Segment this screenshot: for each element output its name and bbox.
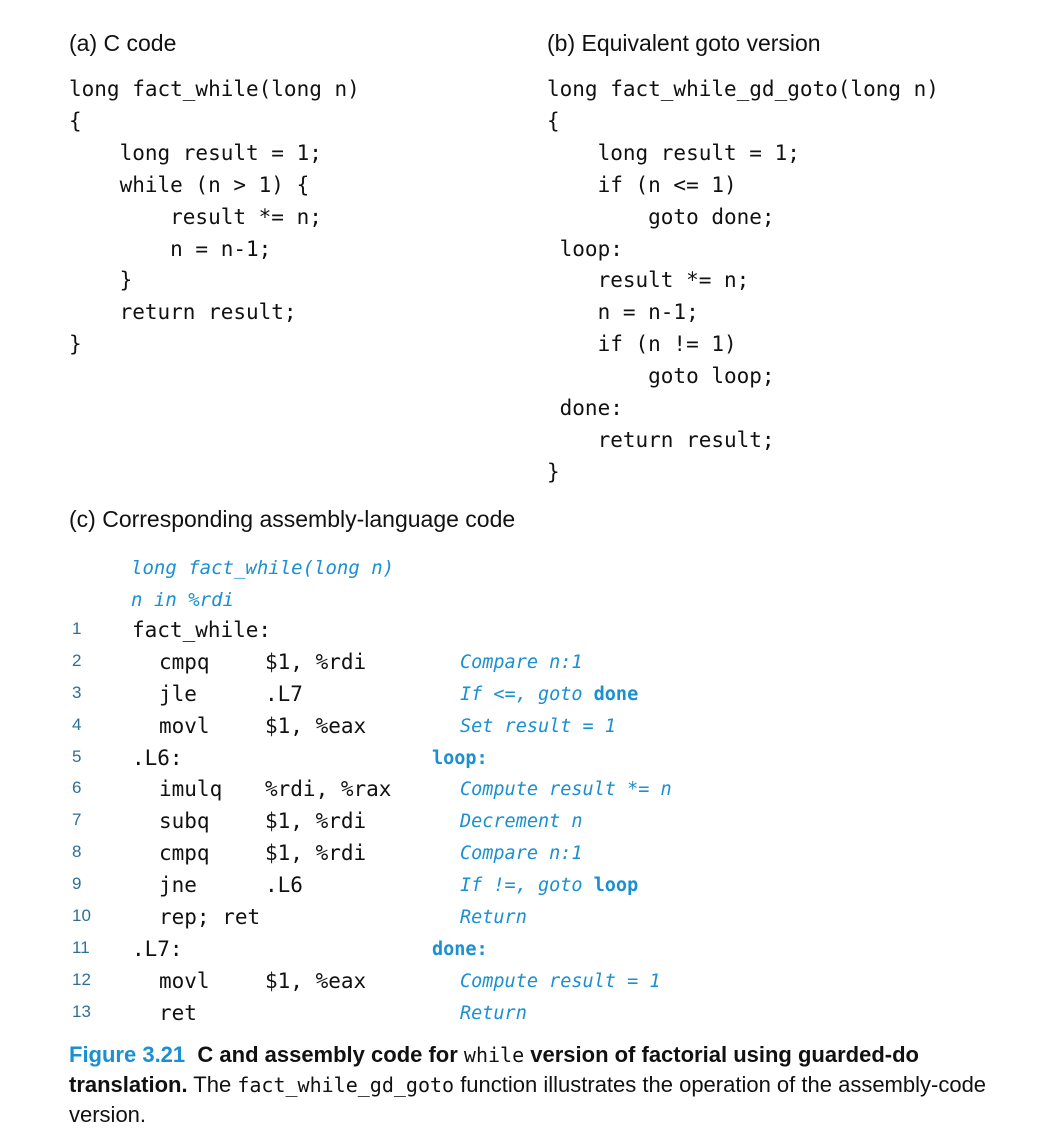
asm-comment-text: Return [460, 1002, 527, 1024]
line-number: 13 [72, 1001, 91, 1021]
line-number: 7 [72, 810, 82, 830]
line-number: 1 [72, 619, 82, 638]
title-text: version of factorial using guarded-do translation. [69, 1042, 919, 1097]
code-line: return result; [69, 300, 297, 325]
asm-row [0, 966, 1064, 998]
figure-caption [69, 1040, 989, 1130]
caption-text: The [187, 1072, 238, 1097]
asm-operands: .L7 [265, 681, 303, 706]
code-line: if (n <= 1) [547, 172, 737, 197]
asm-comment [460, 681, 638, 709]
asm-row [0, 774, 1064, 806]
assembly-listing [0, 615, 1064, 1030]
code-line: long result = 1; [547, 140, 800, 165]
header-comment: long fact_while(long n) [131, 557, 395, 579]
asm-comment [460, 872, 638, 900]
asm-comment-text: Decrement n [460, 811, 583, 833]
code-line: { [547, 108, 560, 133]
asm-row [0, 711, 1064, 743]
line-number: 12 [72, 969, 91, 989]
line-number: 11 [72, 937, 90, 957]
caption-text: function illustrates the operation of the assembly-code version. [69, 1072, 987, 1127]
asm-row [0, 902, 1064, 934]
asm-operands: .L6 [265, 873, 303, 898]
asm-instruction: imulq [159, 777, 223, 802]
asm-comment [460, 649, 583, 677]
code-line: done: [547, 396, 623, 421]
caption-code: fact_while_gd_goto [237, 1073, 455, 1097]
asm-comment-text: Compare n:1 [460, 651, 583, 673]
asm-comment-text: If <=, goto [460, 683, 594, 705]
line-number: 5 [72, 746, 82, 766]
line-number: 8 [72, 842, 82, 862]
assembly-header-comments [131, 553, 394, 616]
asm-comment-text: Compare n:1 [460, 843, 583, 865]
line-number: 9 [72, 874, 82, 894]
asm-comment [460, 713, 616, 741]
panel-b-heading: (b) Equivalent goto version [547, 30, 821, 56]
asm-row [0, 647, 1064, 679]
panel-a-heading: (a) C code [69, 30, 177, 56]
asm-row [0, 743, 1064, 775]
title-text: C and assembly code for [197, 1042, 464, 1067]
asm-row [0, 870, 1064, 902]
asm-row [0, 838, 1064, 870]
line-number: 6 [72, 778, 82, 798]
asm-instruction: ret [159, 1000, 197, 1025]
line-number: 2 [72, 650, 82, 670]
asm-operands: $1, %rdi [265, 809, 367, 834]
asm-comment-label: loop: [432, 747, 488, 769]
code-line: } [69, 268, 133, 293]
panel-c-heading: (c) Corresponding assembly-language code [69, 506, 516, 532]
asm-row [0, 998, 1064, 1030]
code-line: loop: [547, 236, 623, 261]
asm-instruction: movl [159, 968, 210, 993]
asm-comment-keyword: done [593, 683, 639, 705]
code-line: long fact_while(long n) [69, 77, 360, 101]
asm-row [0, 806, 1064, 838]
asm-operands: $1, %eax [265, 968, 367, 993]
asm-label: fact_while: [132, 618, 272, 642]
asm-comment [460, 1000, 527, 1028]
code-line: result *= n; [547, 268, 750, 293]
asm-label: .L7: [132, 936, 183, 961]
asm-instruction: jne [159, 873, 197, 898]
code-line: n = n-1; [69, 236, 272, 261]
code-line: goto loop; [547, 364, 775, 389]
code-line: long result = 1; [69, 140, 322, 165]
asm-instruction: rep; ret [159, 905, 261, 930]
header-comment: n in %rdi [131, 588, 234, 611]
code-line: goto done; [547, 204, 775, 229]
asm-operands: $1, %rdi [265, 841, 367, 866]
asm-instruction: cmpq [159, 649, 210, 674]
asm-row [0, 679, 1064, 711]
asm-operands: $1, %eax [265, 713, 367, 738]
asm-row [0, 934, 1064, 966]
asm-instruction: cmpq [159, 841, 210, 866]
panel-a-code [69, 74, 360, 361]
asm-comment-text: Return [460, 907, 527, 929]
code-line: { [69, 108, 82, 133]
code-line: result *= n; [69, 204, 322, 229]
code-line: } [69, 332, 82, 357]
code-line: n = n-1; [547, 300, 699, 325]
code-line: if (n != 1) [547, 332, 737, 357]
code-line: return result; [547, 427, 775, 452]
asm-label: .L6: [132, 745, 183, 770]
line-number: 10 [72, 906, 91, 926]
asm-comment-text: If !=, goto [460, 875, 594, 897]
asm-operands: $1, %rdi [265, 649, 367, 674]
asm-comment [460, 904, 527, 932]
code-line: long fact_while_gd_goto(long n) [547, 77, 939, 101]
figure-label: Figure 3.21 [69, 1042, 186, 1067]
asm-instruction: subq [159, 809, 210, 834]
asm-comment-text: Set result = 1 [460, 715, 616, 737]
asm-comment-text: Compute result *= n [460, 779, 672, 801]
asm-comment [460, 968, 660, 996]
asm-comment-label: done: [432, 938, 488, 960]
line-number: 4 [72, 714, 82, 734]
code-line: } [547, 459, 560, 484]
line-number: 3 [72, 682, 82, 702]
asm-comment [460, 808, 583, 836]
asm-instruction: movl [159, 713, 210, 738]
title-code: while [463, 1043, 525, 1067]
asm-comment-keyword: loop [593, 875, 639, 897]
code-line: while (n > 1) { [69, 172, 310, 197]
asm-comment [460, 776, 672, 804]
asm-row [0, 615, 1064, 647]
asm-instruction: jle [159, 681, 197, 706]
panel-b-code [547, 74, 939, 489]
asm-operands: %rdi, %rax [265, 777, 392, 802]
asm-comment-text: Compute result = 1 [460, 970, 661, 992]
asm-comment [460, 840, 583, 868]
